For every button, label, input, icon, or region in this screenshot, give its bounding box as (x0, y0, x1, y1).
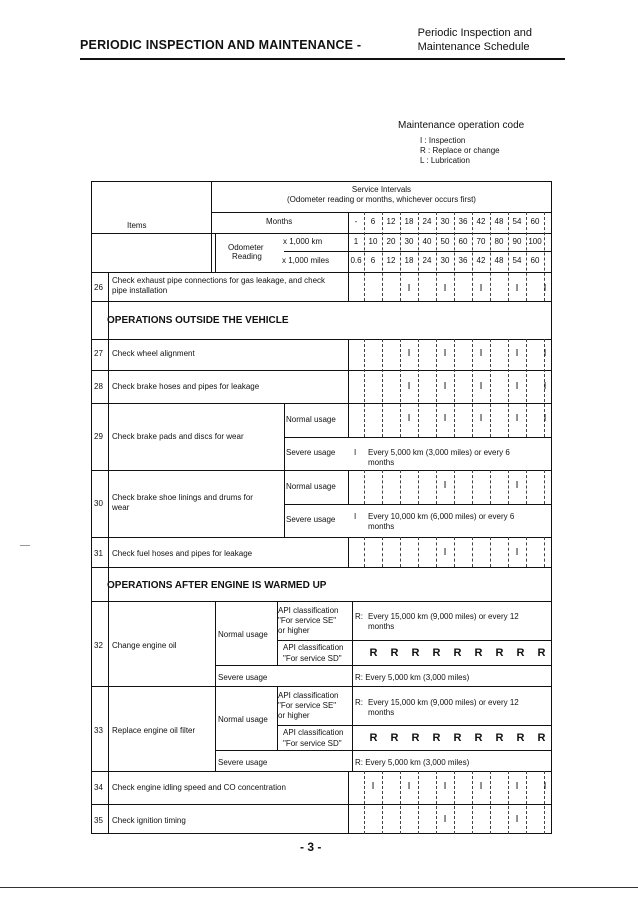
row-33-normal: Normal usage (218, 715, 268, 724)
col-sep (490, 339, 491, 437)
col-sep (490, 537, 491, 567)
replace-mark: R (495, 732, 504, 744)
col-sep (526, 339, 527, 437)
inspect-mark: I (443, 413, 447, 424)
miles-values-cell: 12 (386, 256, 396, 265)
replace-mark: R (369, 732, 378, 744)
col-sep (400, 537, 401, 567)
col-sep (544, 537, 545, 567)
section-title-line2: Maintenance Schedule (417, 41, 530, 53)
rule-33-api (277, 725, 552, 726)
page-title: PERIODIC INSPECTION AND MAINTENANCE - (80, 38, 362, 52)
service-intervals-label: Service Intervals (351, 185, 412, 194)
row-num-30: 30 (94, 499, 103, 508)
replace-mark: R (474, 732, 483, 744)
row-29-severe-text-1: Every 5,000 km (3,000 miles) or every 6 (368, 448, 510, 457)
inspect-mark: I (443, 283, 447, 294)
rule-km-top (91, 233, 552, 234)
miles-label: x 1,000 miles (282, 256, 330, 265)
months-values-cell: 60 (530, 217, 540, 226)
section-title-line1: Periodic Inspection and (417, 27, 532, 39)
row-32-api1-b: "For service SE" (278, 616, 337, 625)
row-32-text: Change engine oil (112, 641, 177, 650)
rule-values-col-2 (348, 339, 349, 437)
inspect-mark: I (407, 283, 411, 294)
row-30-severe: Severe usage (286, 515, 336, 524)
rule-31-bottom (91, 567, 552, 568)
row-33-api1-text-1: Every 15,000 km (9,000 miles) or every 12 (368, 698, 519, 707)
km-values-cell: 20 (386, 237, 396, 246)
replace-mark: R (411, 647, 420, 659)
miles-values-cell: 6 (370, 256, 376, 265)
legend-inspection: I : Inspection (420, 136, 466, 145)
replace-mark: R (390, 647, 399, 659)
months-values-cell: 30 (440, 217, 450, 226)
rule-28-top (91, 370, 552, 371)
col-sep (454, 537, 455, 567)
rule-35-top (91, 804, 552, 805)
rule-usage-col (284, 403, 285, 537)
inspect-mark: I (515, 480, 519, 491)
row-30-severe-text-2: months (368, 522, 395, 531)
footer-rule (0, 887, 638, 888)
reading-label: Reading (232, 252, 262, 261)
inspect-mark: I (543, 381, 547, 392)
row-num-26: 26 (94, 283, 103, 292)
replace-mark: R (474, 647, 483, 659)
inspect-mark: I (443, 781, 447, 792)
miles-values-cell: 60 (530, 256, 540, 265)
km-values-cell: 70 (476, 237, 486, 246)
row-26-text-1: Check exhaust pipe connections for gas leakage, and check (112, 276, 326, 285)
rule-32-top (91, 601, 552, 602)
months-values-cell: 18 (404, 217, 414, 226)
inspect-mark: I (479, 413, 483, 424)
row-32-api1-text-1: Every 15,000 km (9,000 miles) or every 12 (368, 612, 519, 621)
replace-mark: R (516, 647, 525, 659)
section-outside-vehicle: OPERATIONS OUTSIDE THE VEHICLE (107, 315, 289, 326)
inspect-mark: I (479, 781, 483, 792)
replace-mark: R (537, 732, 546, 744)
inspect-mark: I (515, 283, 519, 294)
row-29-severe-text-2: months (368, 458, 395, 467)
row-30-severe-code: I (354, 512, 357, 521)
col-sep (364, 537, 365, 567)
col-sep (454, 771, 455, 834)
row-26-text-2: pipe installation (112, 286, 168, 295)
row-32-api1-a: API classification (278, 606, 339, 615)
row-28-text: Check brake hoses and pipes for leakage (112, 382, 260, 391)
row-33-severe-text: R: Every 5,000 km (3,000 miles) (355, 758, 470, 767)
km-values-cell: 40 (422, 237, 432, 246)
inspect-mark: I (407, 781, 411, 792)
km-values-cell: 90 (512, 237, 522, 246)
rule-sub-col (215, 601, 216, 771)
header-rule (80, 58, 565, 60)
km-values-cell: 100 (528, 237, 542, 246)
miles-values-cell: 48 (494, 256, 504, 265)
row-33-severe: Severe usage (218, 758, 268, 767)
km-values-cell: 10 (368, 237, 378, 246)
row-30-normal: Normal usage (286, 482, 336, 491)
replace-mark: R (453, 732, 462, 744)
col-sep (418, 339, 419, 437)
miles-values-cell: 54 (512, 256, 522, 265)
margin-mark (20, 545, 30, 546)
months-values-cell: 48 (494, 217, 504, 226)
row-num-35: 35 (94, 816, 103, 825)
replace-mark: R (495, 647, 504, 659)
miles-values-cell: 30 (440, 256, 450, 265)
rule-32-severe (215, 665, 552, 666)
inspect-mark: I (443, 381, 447, 392)
km-values-cell: 80 (494, 237, 504, 246)
page-number: - 3 - (300, 840, 322, 854)
replace-mark: R (516, 732, 525, 744)
row-30-severe-text-1: Every 10,000 km (6,000 miles) or every 6 (368, 512, 515, 521)
col-sep (382, 470, 383, 504)
row-num-28: 28 (94, 382, 103, 391)
row-33-api1-text-2: months (368, 708, 395, 717)
months-values-cell: 42 (476, 217, 486, 226)
row-35-text: Check ignition timing (112, 816, 186, 825)
col-sep (526, 771, 527, 834)
miles-values-cell: 36 (458, 256, 468, 265)
replace-mark: R (369, 647, 378, 659)
col-sep (400, 470, 401, 504)
inspect-mark: I (479, 381, 483, 392)
col-sep (418, 470, 419, 504)
row-32-normal: Normal usage (218, 630, 268, 639)
col-sep (364, 339, 365, 437)
rule-values-col-3 (348, 470, 349, 504)
row-33-api1-c: or higher (278, 711, 310, 720)
row-29-normal: Normal usage (286, 415, 336, 424)
row-32-severe-text: R: Every 5,000 km (3,000 miles) (355, 673, 470, 682)
inspect-mark: I (515, 547, 519, 558)
col-sep (472, 537, 473, 567)
rule-code-col (352, 601, 353, 771)
miles-values-cell: 18 (404, 256, 414, 265)
months-label: Months (266, 217, 293, 226)
replace-mark: R (453, 647, 462, 659)
inspect-mark: I (515, 348, 519, 359)
rule-odo-col (215, 233, 216, 272)
inspect-mark: I (515, 413, 519, 424)
row-num-29: 29 (94, 432, 103, 441)
row-29-severe-code: I (354, 448, 357, 457)
months-values-cell: 12 (386, 217, 396, 226)
inspect-mark: I (543, 348, 547, 359)
inspect-mark: I (543, 283, 547, 294)
replace-mark: R (537, 647, 546, 659)
miles-values-cell: 0.6 (350, 256, 362, 265)
row-32-api2-a: API classification (283, 643, 344, 652)
items-header: Items (127, 221, 147, 230)
months-values-cell: - (354, 217, 358, 226)
km-values-cell: 60 (458, 237, 468, 246)
row-num-27: 27 (94, 349, 103, 358)
row-27-text: Check wheel alignment (112, 349, 195, 358)
replace-mark: R (411, 732, 420, 744)
rule-values-col-5 (348, 771, 349, 834)
row-32-api1-c: or higher (278, 626, 310, 635)
row-33-api1-a: API classification (278, 691, 339, 700)
row-33-text: Replace engine oil filter (112, 726, 196, 735)
inspect-mark: I (443, 814, 447, 825)
legend-title: Maintenance operation code (398, 120, 525, 131)
rule-33-severe (215, 750, 552, 751)
col-sep (454, 470, 455, 504)
inspect-mark: I (515, 781, 519, 792)
km-label: x 1,000 km (283, 237, 323, 246)
col-sep (418, 771, 419, 834)
row-29-severe: Severe usage (286, 448, 336, 457)
rule-32-api (277, 640, 552, 641)
months-values-cell: 36 (458, 217, 468, 226)
miles-values-cell: 42 (476, 256, 486, 265)
rule-num-col (108, 272, 109, 834)
row-32-api1-code: R: (355, 612, 363, 621)
rule-26-top (91, 272, 552, 273)
row-32-severe: Severe usage (218, 673, 268, 682)
row-num-34: 34 (94, 783, 103, 792)
rule-33-top (91, 686, 552, 687)
months-values-cell: 24 (422, 217, 432, 226)
row-30-text-2: wear (112, 503, 130, 512)
row-num-31: 31 (94, 549, 103, 558)
section-after-warm: OPERATIONS AFTER ENGINE IS WARMED UP (107, 580, 327, 591)
rule-26-bottom (91, 301, 552, 302)
inspect-mark: I (515, 381, 519, 392)
service-intervals-note: (Odometer reading or months, whichever occurs first) (287, 195, 476, 204)
miles-values-cell: 24 (422, 256, 432, 265)
row-33-api2-a: API classification (283, 728, 344, 737)
inspect-mark: I (479, 348, 483, 359)
row-30-text-1: Check brake shoe linings and drums for (112, 493, 253, 502)
rule-29-mid (284, 437, 552, 438)
rule-34-top (91, 771, 552, 772)
legend-replace: R : Replace or change (420, 146, 500, 155)
replace-mark: R (432, 647, 441, 659)
col-sep (382, 771, 383, 834)
km-values-cell: 50 (440, 237, 450, 246)
row-29-text: Check brake pads and discs for wear (112, 432, 244, 441)
row-33-api1-b: "For service SE" (278, 701, 337, 710)
col-sep (382, 537, 383, 567)
col-sep (526, 470, 527, 504)
inspect-mark: I (371, 781, 375, 792)
km-values-cell: 1 (353, 237, 359, 246)
inspect-mark: I (543, 781, 547, 792)
row-33-api1-code: R: (355, 698, 363, 707)
col-sep (364, 470, 365, 504)
col-sep (526, 537, 527, 567)
col-sep (418, 537, 419, 567)
inspect-mark: I (407, 381, 411, 392)
col-sep (472, 470, 473, 504)
inspect-mark: I (407, 413, 411, 424)
rule-27-top (91, 339, 552, 340)
rule-values-col-4 (348, 537, 349, 567)
row-31-text: Check fuel hoses and pipes for leakage (112, 549, 253, 558)
row-32-api2-b: "For service SD" (283, 654, 342, 663)
km-values-cell: 30 (404, 237, 414, 246)
legend-lubrication: L : Lubrication (420, 156, 470, 165)
row-32-api1-text-2: months (368, 622, 395, 631)
inspect-mark: I (479, 283, 483, 294)
odometer-label: Odometer (228, 243, 264, 252)
months-values-cell: 54 (512, 217, 522, 226)
inspect-mark: I (515, 814, 519, 825)
inspect-mark: I (443, 547, 447, 558)
row-33-api2-b: "For service SD" (283, 739, 342, 748)
months-values-cell: 6 (370, 217, 376, 226)
replace-mark: R (432, 732, 441, 744)
col-sep (490, 771, 491, 834)
rule-31-top (91, 537, 552, 538)
col-sep (544, 470, 545, 504)
rule-29-top (91, 403, 552, 404)
row-num-32: 32 (94, 641, 103, 650)
replace-mark: R (390, 732, 399, 744)
section-title (418, 26, 532, 54)
col-sep (490, 470, 491, 504)
row-34-text: Check engine idling speed and CO concentration (112, 783, 286, 792)
inspect-mark: I (407, 348, 411, 359)
rule-30-top (91, 470, 552, 471)
inspect-mark: I (443, 480, 447, 491)
col-sep (454, 339, 455, 437)
col-sep (382, 339, 383, 437)
inspect-mark: I (443, 348, 447, 359)
inspect-mark: I (543, 413, 547, 424)
rule-30-mid (284, 504, 552, 505)
row-num-33: 33 (94, 726, 103, 735)
